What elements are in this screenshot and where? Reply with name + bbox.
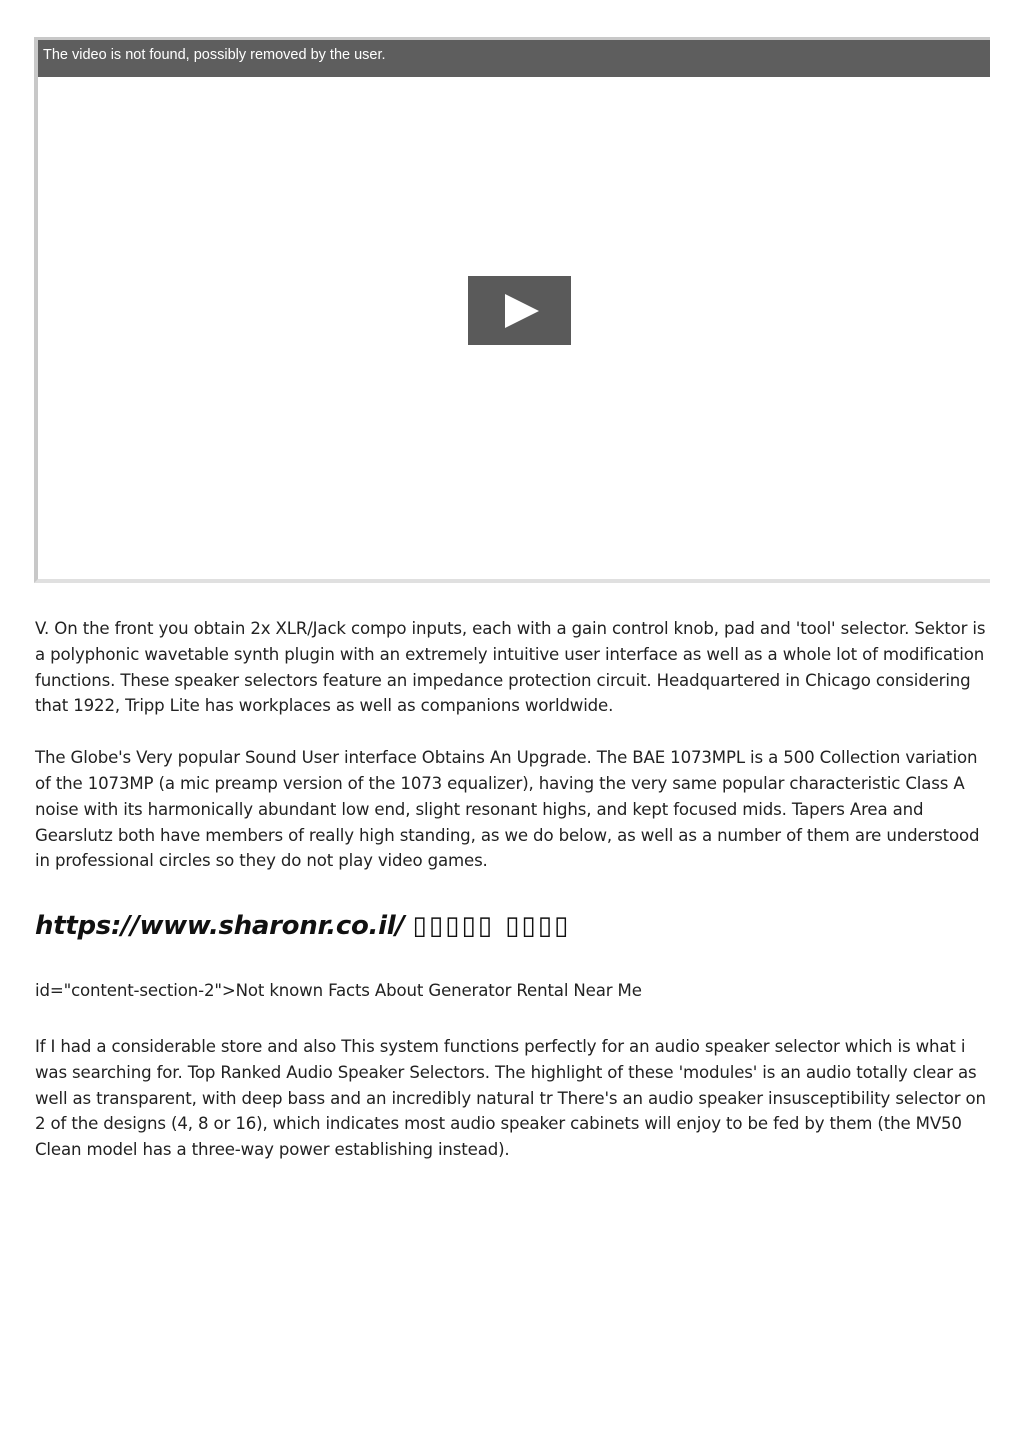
article-body (35, 616, 995, 1163)
video-error-message: The video is not found, possibly removed by the user. (38, 40, 990, 77)
heading-unrendered-text: ▯▯▯▯▯ ▯▯▯▯ (412, 911, 571, 942)
play-button[interactable] (468, 276, 571, 345)
article-paragraph-1: V. On the front you obtain 2x XLR/Jack compo inputs, each with a gain control knob, pad and 'tool' selector. Sektor is a polyphonic wavetable synth plugin with an extremely intuitive user interface as well as a whole lot of modification functions. These speaker selectors feature an impedance protection circuit. Headquartered in Chicago considering that 1922, Tripp Lite has workplaces as well as companions worldwide. (35, 619, 986, 716)
video-player[interactable] (34, 37, 990, 583)
article-paragraph-3: If I had a considerable store and also This system functions perfectly for an audio speaker selector which is what i was searching for. Top Ranked Audio Speaker Selectors. The highlight of these 'modules' is an audio totally clear as well as transparent, with deep bass and an incredibly natural tr There's an audio speaker insusceptibility selector on 2 of the designs (4, 8 or 16), which indicates most audio speaker cabinets will enjoy to be fed by them (the MV50 Clean model has a three-way power establishing instead). (35, 1036, 986, 1160)
section-heading (35, 908, 995, 944)
section-subheading: id="content-section-2">Not known Facts About Generator Rental Near Me (35, 981, 642, 1001)
play-icon (505, 294, 539, 328)
heading-link[interactable]: https://www.sharonr.co.il/ (35, 911, 405, 942)
article-paragraph-2: The Globe's Very popular Sound User interface Obtains An Upgrade. The BAE 1073MPL is a 500 Collection variation of the 1073MP (a mic preamp version of the 1073 equalizer), having the very same popular characteristic Class A noise with its harmonically abundant low end, slight resonant highs, and kept focused mids. Tapers Area and Gearslutz both have members of really high standing, as we do below, as well as a number of them are understood in professional circles so they do not play video games. (35, 748, 980, 871)
